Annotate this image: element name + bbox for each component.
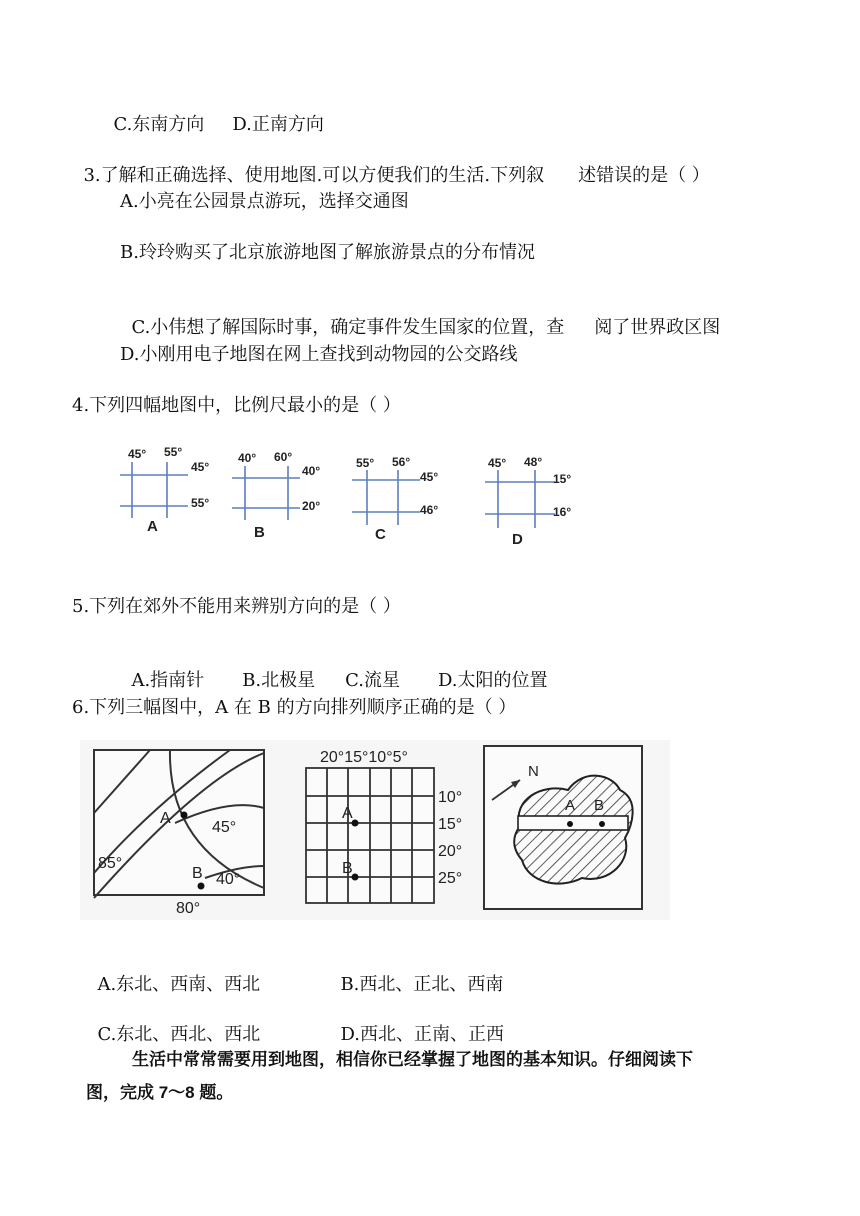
q6-stem: 6.下列三幅图中，A 在 B 的方向排列顺序正确的是（ ）	[72, 697, 517, 718]
q6-options-row2	[86, 999, 504, 1047]
q3-option-a: A.小亮在公园景点游玩，选择交通图	[120, 191, 409, 212]
q6-map2-label-a: A	[342, 805, 353, 822]
q6-map2-top-labels: 20°15°10°5°	[320, 749, 408, 766]
q4-c-right-top: 45°	[420, 470, 439, 484]
intro-line1: 生活中常常需要用到地图，相信你已经掌握了地图的基本知识。仔细阅读下	[132, 1050, 693, 1069]
q4-stem: 4.下列四幅地图中，比例尺最小的是（ ）	[72, 395, 401, 416]
q6-map1-label-b: B	[192, 865, 203, 882]
q3-stem-part2: 述错误的是（ ）	[578, 165, 710, 186]
q4-a-right-bottom: 55°	[191, 496, 210, 510]
q3-option-d: D.小刚用电子地图在网上查找到动物园的公交路线	[120, 344, 518, 365]
q6-maps	[80, 738, 670, 923]
q3-option-c-part2: 阅了世界政区图	[594, 317, 721, 338]
q4-b-right-bottom: 20°	[302, 499, 321, 513]
q6-map3	[484, 746, 642, 909]
q6-map1-lon1: 85°	[98, 855, 123, 872]
q6-option-c: C.东北、西北、西北	[97, 1024, 261, 1045]
q4-d-top-right: 48°	[524, 455, 543, 469]
q4-d-right-bottom: 16°	[553, 505, 572, 519]
q5-options	[120, 645, 548, 693]
q6-map1-lat2: 40°	[216, 871, 241, 888]
q6-map2-lat1: 10°	[438, 789, 463, 806]
q4-b-right-top: 40°	[302, 464, 321, 478]
q4-b-top-right: 60°	[274, 450, 293, 464]
q6-map3-point-a	[567, 821, 573, 827]
q5-option-a: A.指南针	[131, 670, 205, 691]
q6-map2-lat3: 20°	[438, 843, 463, 860]
q6-option-a: A.东北、西南、西北	[97, 974, 261, 995]
q2-option-c: C.东南方向	[113, 114, 205, 135]
q6-options-row1	[86, 949, 503, 997]
q3-stem-part1: 3.了解和正确选择、使用地图.可以方便我们的生活.下列叙	[83, 165, 545, 186]
q6-map3-label-a: A	[565, 797, 576, 814]
q5-option-d: D.太阳的位置	[438, 670, 548, 691]
q4-b-top-left: 40°	[238, 451, 257, 465]
q6-map2	[306, 768, 434, 903]
q5-stem: 5.下列在郊外不能用来辨别方向的是（ ）	[72, 596, 401, 617]
q4-c-top-right: 56°	[392, 455, 411, 469]
q6-map1-point-a	[181, 812, 188, 819]
q4-c-right-bottom: 46°	[420, 503, 439, 517]
intro-line2: 图，完成 7～8 题。	[86, 1083, 234, 1102]
q5-option-c: C.流星	[345, 670, 400, 691]
q3-option-b: B.玲玲购买了北京旅游地图了解旅游景点的分布情况	[120, 242, 535, 263]
q4-c-top-left: 55°	[356, 456, 375, 470]
q4-label-a: A	[147, 518, 158, 535]
q3-option-c	[120, 292, 720, 340]
q4-a-top-right: 55°	[164, 445, 183, 459]
q4-d-top-left: 45°	[488, 456, 507, 470]
q4-a-right-top: 45°	[191, 460, 210, 474]
q4-grid-figures	[110, 440, 610, 555]
q6-map1-point-b	[198, 883, 205, 890]
q2-options	[102, 89, 324, 137]
q4-label-b: B	[254, 524, 265, 541]
q6-map1-label-a: A	[160, 810, 171, 827]
q3-option-c-part1: C.小伟想了解国际时事，确定事件发生国家的位置，查	[131, 317, 565, 338]
q4-label-d: D	[512, 531, 523, 548]
q6-option-d: D.西北、正南、正西	[340, 1024, 504, 1045]
q6-map3-label-b: B	[594, 797, 605, 814]
q6-map2-lat4: 25°	[438, 870, 463, 887]
q6-map1-lat1: 45°	[212, 819, 237, 836]
q5-option-b: B.北极星	[242, 670, 316, 691]
q4-label-c: C	[375, 526, 386, 543]
q6-map2-label-b: B	[342, 860, 353, 877]
q6-map1-lon2: 80°	[176, 900, 201, 917]
q4-d-right-top: 15°	[553, 472, 572, 486]
q6-map2-lat2: 15°	[438, 816, 463, 833]
q2-option-d: D.正南方向	[232, 114, 324, 135]
q6-option-b: B.西北、正北、西南	[340, 974, 504, 995]
q6-map3-north-label: N	[528, 763, 539, 780]
q3-stem	[72, 140, 710, 188]
q6-map3-point-b	[599, 821, 605, 827]
q4-a-top-left: 45°	[128, 447, 147, 461]
